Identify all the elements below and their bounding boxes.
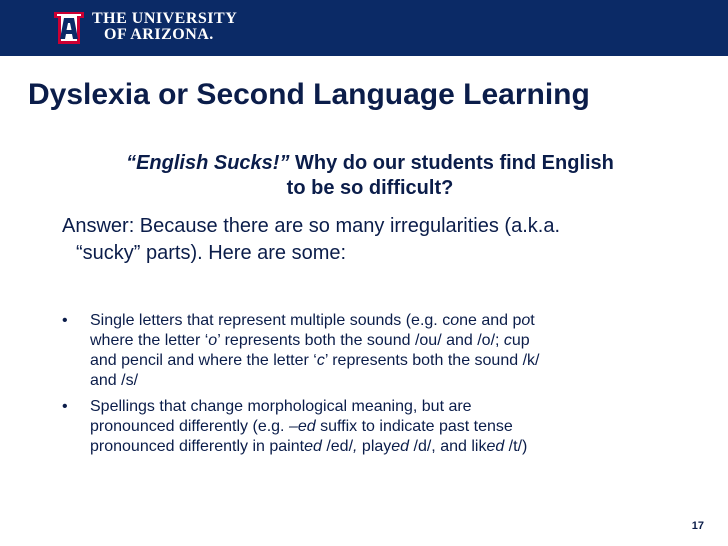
answer-line1: Answer: Because there are so many irregularities (a.k.a. xyxy=(62,215,560,237)
list-item xyxy=(62,311,682,391)
university-name-line1: THE UNIVERSITY xyxy=(92,10,238,27)
bullet-text: c xyxy=(503,332,512,349)
bullet-text: o xyxy=(208,332,218,349)
subtitle-quote: “English Sucks!” xyxy=(126,152,290,174)
answer-line2: “sucky” parts). Here are some: xyxy=(76,242,347,264)
bullet-text: up xyxy=(511,332,530,349)
university-name-line2: OF ARIZONA. xyxy=(104,26,214,43)
irregularities-list xyxy=(62,311,682,463)
bullet-text: o xyxy=(450,312,460,329)
bullet-text: pronounced differently in paint xyxy=(90,438,305,455)
bullet-text: suffix to indicate past tense xyxy=(315,418,513,435)
bullet-icon: • xyxy=(62,398,68,415)
bullet-text: and pencil and where the letter ‘ xyxy=(90,352,317,369)
bullet-text: /d/, and lik xyxy=(409,438,487,455)
bullet-text: Single letters that represent multiple sounds (e.g. c xyxy=(90,312,451,329)
slide-title: Dyslexia or Second Language Learning xyxy=(28,78,590,111)
bullet-text: c xyxy=(316,352,325,369)
answer-paragraph xyxy=(62,213,682,267)
bullet-text: t xyxy=(530,312,535,329)
page-number: 17 xyxy=(691,520,704,532)
bullet-text: ’ represents both the sound /k/ xyxy=(324,352,540,369)
bullet-text: where the letter ‘ xyxy=(90,332,209,349)
bullet-text: /t/) xyxy=(504,438,528,455)
bullet-text: play xyxy=(357,438,392,455)
bullet-text: Spellings that change morphological meaning, but are xyxy=(90,398,472,415)
bullet-text: and /s/ xyxy=(90,372,139,389)
ua-block-a-logo-icon xyxy=(52,10,86,46)
bullet-text: ed xyxy=(391,438,410,455)
bullet-text: , xyxy=(353,438,358,455)
bullet-text: ed xyxy=(486,438,505,455)
slide-subtitle xyxy=(60,151,680,201)
bullet-text: ed xyxy=(304,438,322,455)
bullet-text: o xyxy=(521,312,531,329)
university-name xyxy=(92,11,237,43)
bullet-icon: • xyxy=(62,312,68,329)
bullet-text: ’ represents both the sound /ou/ and /o/; xyxy=(217,332,504,349)
bullet-text: /ed/ xyxy=(321,438,354,455)
subtitle-rest-line1: Why do our students find English xyxy=(289,152,614,174)
bullet-text: –ed xyxy=(288,418,316,435)
subtitle-rest-line2: to be so difficult? xyxy=(286,177,454,199)
bullet-text: ne and p xyxy=(459,312,522,329)
bullet-text: pronounced differently (e.g. xyxy=(90,418,289,435)
list-item xyxy=(62,397,682,457)
university-header xyxy=(0,0,728,56)
